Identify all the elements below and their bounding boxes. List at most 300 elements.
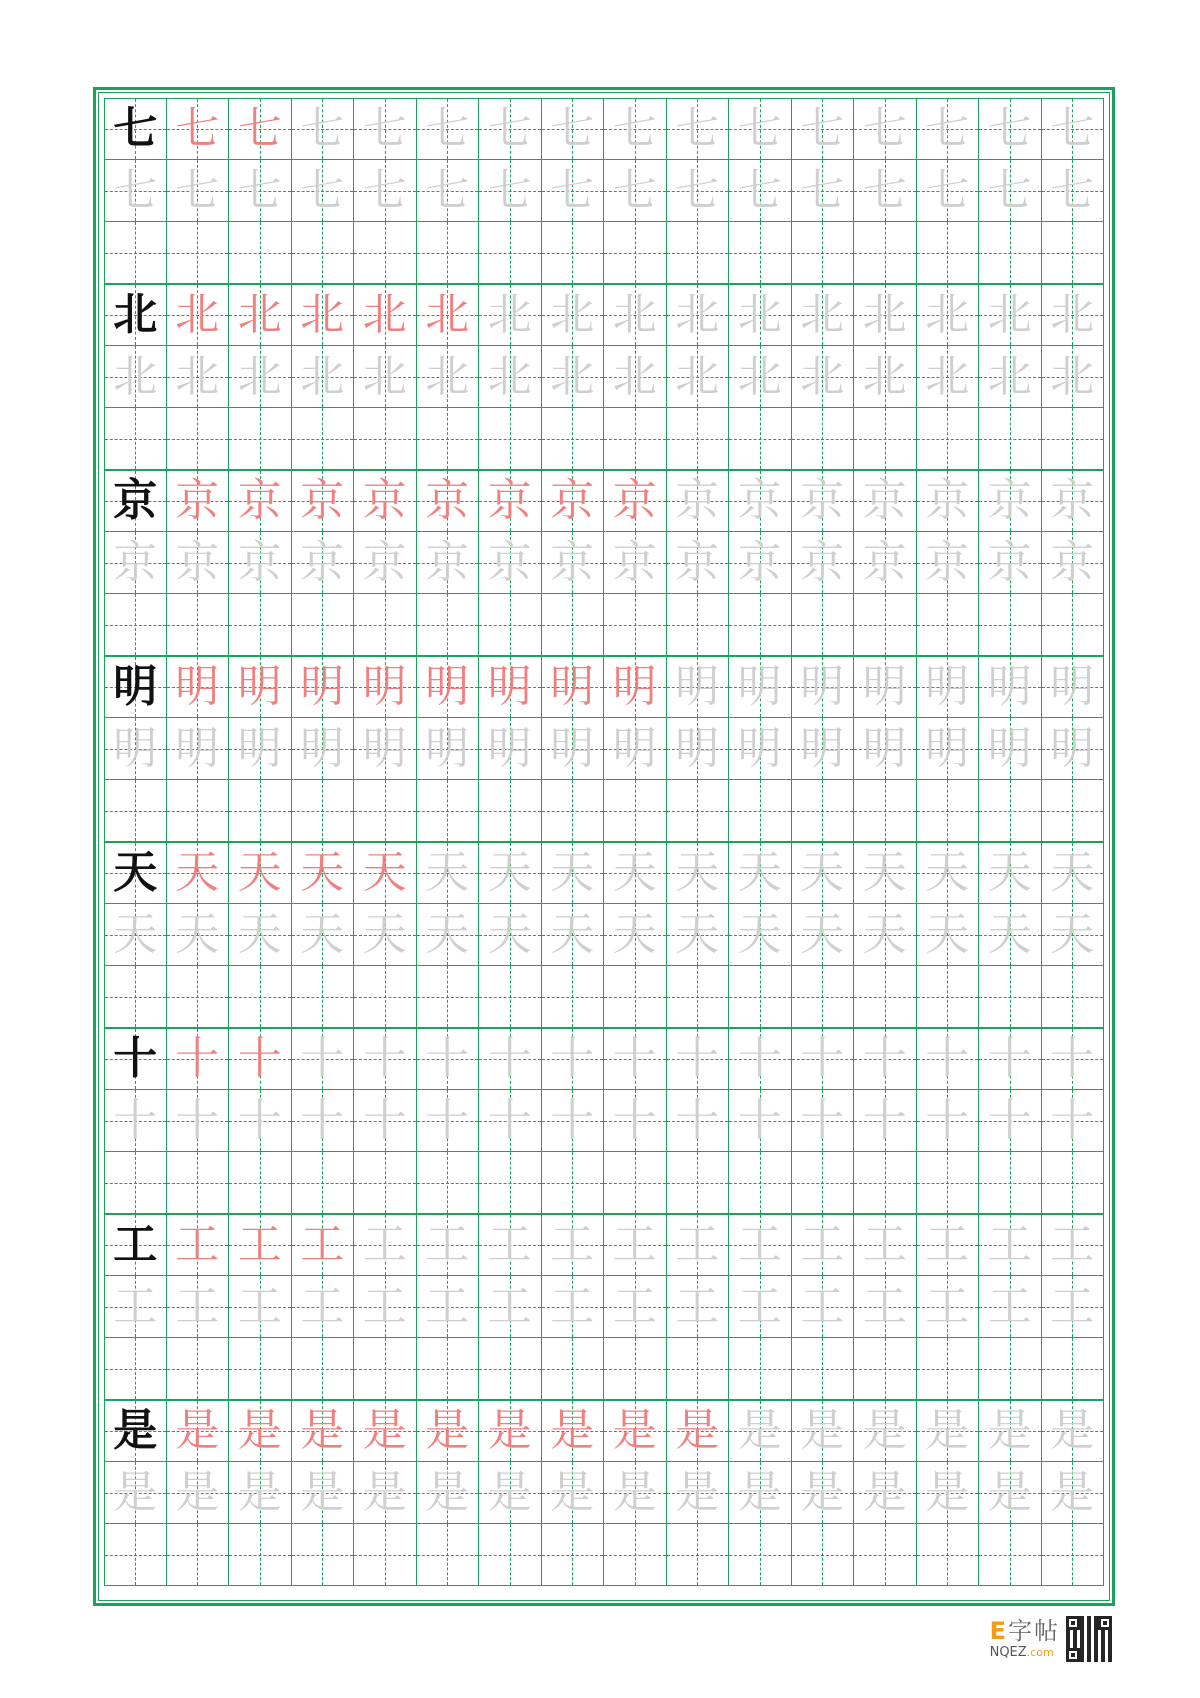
practice-cell[interactable] xyxy=(417,532,480,594)
practice-cell[interactable] xyxy=(917,284,980,346)
practice-cell[interactable] xyxy=(479,532,542,594)
practice-cell[interactable] xyxy=(979,470,1042,532)
practice-cell[interactable] xyxy=(167,718,230,780)
practice-cell[interactable] xyxy=(1042,904,1105,966)
practice-cell[interactable] xyxy=(542,1214,605,1276)
practice-cell[interactable] xyxy=(417,1028,480,1090)
practice-cell[interactable] xyxy=(854,160,917,222)
practice-cell[interactable] xyxy=(1042,222,1105,284)
practice-cell[interactable] xyxy=(417,346,480,408)
practice-cell[interactable] xyxy=(792,284,855,346)
practice-cell[interactable] xyxy=(417,842,480,904)
practice-cell[interactable] xyxy=(167,346,230,408)
practice-cell[interactable] xyxy=(292,1276,355,1338)
practice-cell[interactable] xyxy=(917,656,980,718)
practice-cell[interactable] xyxy=(229,222,292,284)
practice-cell[interactable] xyxy=(792,1524,855,1586)
practice-cell[interactable] xyxy=(604,842,667,904)
practice-cell[interactable] xyxy=(229,284,292,346)
practice-cell[interactable] xyxy=(917,780,980,842)
practice-cell[interactable] xyxy=(479,1090,542,1152)
practice-cell[interactable] xyxy=(292,1214,355,1276)
practice-cell[interactable] xyxy=(167,222,230,284)
practice-cell[interactable] xyxy=(479,408,542,470)
practice-cell[interactable] xyxy=(854,1462,917,1524)
practice-cell[interactable] xyxy=(667,532,730,594)
practice-cell[interactable] xyxy=(792,1028,855,1090)
practice-cell[interactable] xyxy=(354,656,417,718)
practice-cell[interactable] xyxy=(229,1028,292,1090)
practice-cell[interactable] xyxy=(979,284,1042,346)
practice-cell[interactable] xyxy=(667,408,730,470)
practice-cell[interactable] xyxy=(542,1276,605,1338)
practice-cell[interactable] xyxy=(417,1338,480,1400)
practice-cell[interactable] xyxy=(979,1462,1042,1524)
practice-cell[interactable] xyxy=(854,594,917,656)
practice-cell[interactable] xyxy=(667,1524,730,1586)
practice-cell[interactable] xyxy=(479,966,542,1028)
practice-cell[interactable] xyxy=(604,594,667,656)
practice-cell[interactable] xyxy=(979,408,1042,470)
practice-cell[interactable] xyxy=(229,842,292,904)
practice-cell[interactable] xyxy=(167,966,230,1028)
practice-cell[interactable] xyxy=(542,1524,605,1586)
practice-cell[interactable] xyxy=(354,842,417,904)
practice-cell[interactable] xyxy=(604,1152,667,1214)
practice-cell[interactable] xyxy=(104,1276,167,1338)
practice-cell[interactable] xyxy=(979,222,1042,284)
practice-cell[interactable] xyxy=(167,594,230,656)
practice-cell[interactable] xyxy=(667,346,730,408)
practice-cell[interactable] xyxy=(917,98,980,160)
practice-cell[interactable] xyxy=(917,842,980,904)
practice-cell[interactable] xyxy=(1042,1524,1105,1586)
practice-cell[interactable] xyxy=(354,1462,417,1524)
practice-cell[interactable] xyxy=(792,1276,855,1338)
practice-cell[interactable] xyxy=(917,1152,980,1214)
practice-cell[interactable] xyxy=(792,532,855,594)
practice-cell[interactable] xyxy=(979,656,1042,718)
practice-cell[interactable] xyxy=(417,594,480,656)
practice-cell[interactable] xyxy=(667,1028,730,1090)
practice-cell[interactable] xyxy=(604,346,667,408)
practice-cell[interactable] xyxy=(729,1214,792,1276)
practice-cell[interactable] xyxy=(854,656,917,718)
practice-cell[interactable] xyxy=(104,594,167,656)
practice-cell[interactable] xyxy=(167,408,230,470)
brand-logo[interactable] xyxy=(990,1617,1060,1661)
practice-cell[interactable] xyxy=(479,656,542,718)
practice-cell[interactable] xyxy=(604,718,667,780)
practice-cell[interactable] xyxy=(854,532,917,594)
practice-cell[interactable] xyxy=(104,470,167,532)
practice-cell[interactable] xyxy=(1042,1090,1105,1152)
practice-cell[interactable] xyxy=(729,656,792,718)
practice-cell[interactable] xyxy=(854,222,917,284)
practice-cell[interactable] xyxy=(417,1152,480,1214)
practice-cell[interactable] xyxy=(417,1462,480,1524)
practice-cell[interactable] xyxy=(729,346,792,408)
practice-cell[interactable] xyxy=(1042,780,1105,842)
practice-cell[interactable] xyxy=(792,1152,855,1214)
practice-cell[interactable] xyxy=(167,1152,230,1214)
practice-cell[interactable] xyxy=(417,904,480,966)
practice-cell[interactable] xyxy=(292,842,355,904)
practice-cell[interactable] xyxy=(292,98,355,160)
practice-cell[interactable] xyxy=(104,408,167,470)
practice-cell[interactable] xyxy=(542,1028,605,1090)
practice-cell[interactable] xyxy=(729,594,792,656)
practice-cell[interactable] xyxy=(792,904,855,966)
practice-cell[interactable] xyxy=(542,966,605,1028)
practice-cell[interactable] xyxy=(354,1028,417,1090)
practice-cell[interactable] xyxy=(354,1152,417,1214)
practice-cell[interactable] xyxy=(667,1462,730,1524)
practice-cell[interactable] xyxy=(417,1214,480,1276)
practice-cell[interactable] xyxy=(229,1524,292,1586)
practice-cell[interactable] xyxy=(417,718,480,780)
practice-cell[interactable] xyxy=(354,780,417,842)
practice-cell[interactable] xyxy=(229,1462,292,1524)
practice-cell[interactable] xyxy=(854,842,917,904)
practice-cell[interactable] xyxy=(292,222,355,284)
practice-cell[interactable] xyxy=(167,780,230,842)
practice-cell[interactable] xyxy=(417,470,480,532)
practice-cell[interactable] xyxy=(979,966,1042,1028)
practice-cell[interactable] xyxy=(292,1338,355,1400)
practice-cell[interactable] xyxy=(292,346,355,408)
practice-cell[interactable] xyxy=(104,1400,167,1462)
practice-cell[interactable] xyxy=(104,656,167,718)
practice-cell[interactable] xyxy=(292,532,355,594)
practice-cell[interactable] xyxy=(979,160,1042,222)
practice-cell[interactable] xyxy=(667,780,730,842)
practice-cell[interactable] xyxy=(229,594,292,656)
practice-cell[interactable] xyxy=(354,718,417,780)
practice-cell[interactable] xyxy=(604,532,667,594)
practice-cell[interactable] xyxy=(1042,160,1105,222)
practice-cell[interactable] xyxy=(542,98,605,160)
practice-cell[interactable] xyxy=(542,842,605,904)
practice-cell[interactable] xyxy=(542,1090,605,1152)
practice-cell[interactable] xyxy=(479,1276,542,1338)
practice-cell[interactable] xyxy=(417,656,480,718)
practice-cell[interactable] xyxy=(667,842,730,904)
practice-cell[interactable] xyxy=(167,160,230,222)
practice-cell[interactable] xyxy=(979,842,1042,904)
practice-cell[interactable] xyxy=(292,1524,355,1586)
practice-cell[interactable] xyxy=(604,98,667,160)
practice-cell[interactable] xyxy=(917,1338,980,1400)
practice-cell[interactable] xyxy=(542,532,605,594)
practice-cell[interactable] xyxy=(792,842,855,904)
practice-cell[interactable] xyxy=(229,346,292,408)
practice-cell[interactable] xyxy=(729,1462,792,1524)
practice-cell[interactable] xyxy=(604,470,667,532)
practice-cell[interactable] xyxy=(292,1462,355,1524)
practice-cell[interactable] xyxy=(229,532,292,594)
practice-cell[interactable] xyxy=(292,408,355,470)
practice-cell[interactable] xyxy=(667,1400,730,1462)
practice-cell[interactable] xyxy=(1042,408,1105,470)
practice-cell[interactable] xyxy=(479,1152,542,1214)
practice-cell[interactable] xyxy=(167,1090,230,1152)
practice-cell[interactable] xyxy=(542,1338,605,1400)
qr-code-icon[interactable] xyxy=(1066,1616,1112,1662)
practice-cell[interactable] xyxy=(354,966,417,1028)
practice-cell[interactable] xyxy=(104,1028,167,1090)
practice-cell[interactable] xyxy=(667,222,730,284)
practice-cell[interactable] xyxy=(354,470,417,532)
practice-cell[interactable] xyxy=(167,1214,230,1276)
practice-cell[interactable] xyxy=(542,594,605,656)
practice-cell[interactable] xyxy=(604,160,667,222)
practice-cell[interactable] xyxy=(729,780,792,842)
practice-cell[interactable] xyxy=(854,966,917,1028)
practice-cell[interactable] xyxy=(604,1090,667,1152)
practice-cell[interactable] xyxy=(292,160,355,222)
practice-cell[interactable] xyxy=(1042,284,1105,346)
practice-cell[interactable] xyxy=(792,718,855,780)
practice-cell[interactable] xyxy=(604,1524,667,1586)
practice-cell[interactable] xyxy=(792,98,855,160)
practice-cell[interactable] xyxy=(479,470,542,532)
practice-cell[interactable] xyxy=(542,904,605,966)
practice-cell[interactable] xyxy=(979,1338,1042,1400)
practice-cell[interactable] xyxy=(229,1152,292,1214)
practice-cell[interactable] xyxy=(167,284,230,346)
practice-cell[interactable] xyxy=(979,594,1042,656)
practice-cell[interactable] xyxy=(604,222,667,284)
practice-cell[interactable] xyxy=(354,1214,417,1276)
practice-cell[interactable] xyxy=(1042,594,1105,656)
practice-cell[interactable] xyxy=(542,656,605,718)
practice-cell[interactable] xyxy=(792,1400,855,1462)
practice-cell[interactable] xyxy=(917,1524,980,1586)
practice-cell[interactable] xyxy=(542,470,605,532)
practice-cell[interactable] xyxy=(917,532,980,594)
practice-cell[interactable] xyxy=(917,160,980,222)
practice-cell[interactable] xyxy=(979,1028,1042,1090)
practice-cell[interactable] xyxy=(979,1524,1042,1586)
practice-cell[interactable] xyxy=(292,656,355,718)
practice-cell[interactable] xyxy=(604,1276,667,1338)
practice-cell[interactable] xyxy=(854,718,917,780)
practice-cell[interactable] xyxy=(104,718,167,780)
practice-cell[interactable] xyxy=(104,842,167,904)
practice-cell[interactable] xyxy=(104,284,167,346)
practice-cell[interactable] xyxy=(104,346,167,408)
practice-cell[interactable] xyxy=(667,966,730,1028)
practice-cell[interactable] xyxy=(667,1338,730,1400)
practice-cell[interactable] xyxy=(979,904,1042,966)
practice-cell[interactable] xyxy=(167,1338,230,1400)
practice-cell[interactable] xyxy=(229,656,292,718)
practice-cell[interactable] xyxy=(354,594,417,656)
practice-cell[interactable] xyxy=(292,284,355,346)
practice-cell[interactable] xyxy=(229,966,292,1028)
practice-cell[interactable] xyxy=(667,656,730,718)
practice-cell[interactable] xyxy=(729,904,792,966)
practice-cell[interactable] xyxy=(792,656,855,718)
practice-cell[interactable] xyxy=(104,1524,167,1586)
practice-cell[interactable] xyxy=(792,222,855,284)
practice-cell[interactable] xyxy=(854,1276,917,1338)
practice-cell[interactable] xyxy=(479,160,542,222)
practice-cell[interactable] xyxy=(729,1524,792,1586)
practice-cell[interactable] xyxy=(854,1028,917,1090)
practice-cell[interactable] xyxy=(604,408,667,470)
practice-cell[interactable] xyxy=(479,284,542,346)
practice-cell[interactable] xyxy=(979,532,1042,594)
practice-cell[interactable] xyxy=(729,1276,792,1338)
practice-cell[interactable] xyxy=(417,98,480,160)
practice-cell[interactable] xyxy=(417,222,480,284)
practice-cell[interactable] xyxy=(979,1152,1042,1214)
practice-cell[interactable] xyxy=(104,1462,167,1524)
practice-cell[interactable] xyxy=(104,222,167,284)
practice-cell[interactable] xyxy=(479,98,542,160)
practice-cell[interactable] xyxy=(229,718,292,780)
practice-cell[interactable] xyxy=(979,780,1042,842)
practice-cell[interactable] xyxy=(542,284,605,346)
practice-cell[interactable] xyxy=(417,1276,480,1338)
practice-cell[interactable] xyxy=(167,656,230,718)
practice-cell[interactable] xyxy=(167,98,230,160)
practice-cell[interactable] xyxy=(979,1090,1042,1152)
practice-cell[interactable] xyxy=(104,780,167,842)
practice-cell[interactable] xyxy=(854,284,917,346)
practice-cell[interactable] xyxy=(479,1524,542,1586)
practice-cell[interactable] xyxy=(667,1276,730,1338)
practice-cell[interactable] xyxy=(417,408,480,470)
practice-cell[interactable] xyxy=(729,1338,792,1400)
practice-cell[interactable] xyxy=(792,160,855,222)
practice-cell[interactable] xyxy=(292,780,355,842)
practice-cell[interactable] xyxy=(542,222,605,284)
practice-cell[interactable] xyxy=(167,1462,230,1524)
practice-cell[interactable] xyxy=(354,98,417,160)
practice-cell[interactable] xyxy=(479,346,542,408)
practice-cell[interactable] xyxy=(229,1214,292,1276)
practice-cell[interactable] xyxy=(167,1400,230,1462)
practice-cell[interactable] xyxy=(292,594,355,656)
practice-cell[interactable] xyxy=(1042,1276,1105,1338)
practice-cell[interactable] xyxy=(104,98,167,160)
practice-cell[interactable] xyxy=(917,966,980,1028)
practice-cell[interactable] xyxy=(729,408,792,470)
practice-cell[interactable] xyxy=(1042,346,1105,408)
practice-cell[interactable] xyxy=(667,594,730,656)
practice-cell[interactable] xyxy=(792,966,855,1028)
practice-cell[interactable] xyxy=(167,1524,230,1586)
practice-cell[interactable] xyxy=(792,1090,855,1152)
practice-cell[interactable] xyxy=(542,780,605,842)
practice-cell[interactable] xyxy=(917,718,980,780)
practice-cell[interactable] xyxy=(479,718,542,780)
practice-cell[interactable] xyxy=(854,1214,917,1276)
practice-cell[interactable] xyxy=(667,1090,730,1152)
practice-cell[interactable] xyxy=(917,1214,980,1276)
practice-cell[interactable] xyxy=(229,470,292,532)
practice-cell[interactable] xyxy=(104,1338,167,1400)
practice-cell[interactable] xyxy=(917,1028,980,1090)
practice-cell[interactable] xyxy=(542,718,605,780)
practice-cell[interactable] xyxy=(667,160,730,222)
practice-cell[interactable] xyxy=(292,718,355,780)
practice-cell[interactable] xyxy=(792,408,855,470)
practice-cell[interactable] xyxy=(167,904,230,966)
practice-cell[interactable] xyxy=(229,98,292,160)
practice-cell[interactable] xyxy=(979,98,1042,160)
practice-cell[interactable] xyxy=(354,904,417,966)
practice-cell[interactable] xyxy=(729,1400,792,1462)
practice-cell[interactable] xyxy=(604,1400,667,1462)
practice-cell[interactable] xyxy=(979,1214,1042,1276)
practice-cell[interactable] xyxy=(354,1524,417,1586)
practice-cell[interactable] xyxy=(854,1524,917,1586)
practice-cell[interactable] xyxy=(229,160,292,222)
practice-cell[interactable] xyxy=(542,1152,605,1214)
practice-cell[interactable] xyxy=(1042,470,1105,532)
practice-cell[interactable] xyxy=(729,470,792,532)
practice-cell[interactable] xyxy=(979,718,1042,780)
practice-cell[interactable] xyxy=(667,1152,730,1214)
practice-cell[interactable] xyxy=(229,1400,292,1462)
practice-cell[interactable] xyxy=(479,904,542,966)
practice-cell[interactable] xyxy=(1042,656,1105,718)
practice-cell[interactable] xyxy=(417,284,480,346)
practice-cell[interactable] xyxy=(292,1028,355,1090)
practice-cell[interactable] xyxy=(104,966,167,1028)
practice-cell[interactable] xyxy=(229,1276,292,1338)
practice-cell[interactable] xyxy=(1042,718,1105,780)
practice-cell[interactable] xyxy=(792,1462,855,1524)
practice-cell[interactable] xyxy=(729,532,792,594)
practice-cell[interactable] xyxy=(604,780,667,842)
practice-cell[interactable] xyxy=(1042,1400,1105,1462)
practice-cell[interactable] xyxy=(604,656,667,718)
practice-cell[interactable] xyxy=(917,1090,980,1152)
practice-cell[interactable] xyxy=(417,780,480,842)
practice-cell[interactable] xyxy=(1042,532,1105,594)
practice-cell[interactable] xyxy=(479,842,542,904)
practice-cell[interactable] xyxy=(729,1152,792,1214)
practice-cell[interactable] xyxy=(292,470,355,532)
practice-cell[interactable] xyxy=(917,1400,980,1462)
practice-cell[interactable] xyxy=(604,1028,667,1090)
practice-cell[interactable] xyxy=(292,1152,355,1214)
practice-cell[interactable] xyxy=(229,1090,292,1152)
practice-cell[interactable] xyxy=(479,1028,542,1090)
practice-cell[interactable] xyxy=(479,594,542,656)
practice-cell[interactable] xyxy=(104,532,167,594)
practice-cell[interactable] xyxy=(354,222,417,284)
practice-cell[interactable] xyxy=(729,966,792,1028)
practice-cell[interactable] xyxy=(542,1462,605,1524)
practice-cell[interactable] xyxy=(104,1090,167,1152)
practice-cell[interactable] xyxy=(917,222,980,284)
practice-cell[interactable] xyxy=(917,1462,980,1524)
practice-cell[interactable] xyxy=(667,98,730,160)
practice-cell[interactable] xyxy=(292,966,355,1028)
practice-cell[interactable] xyxy=(354,160,417,222)
practice-cell[interactable] xyxy=(604,1338,667,1400)
practice-cell[interactable] xyxy=(479,222,542,284)
practice-cell[interactable] xyxy=(542,1400,605,1462)
practice-cell[interactable] xyxy=(417,1400,480,1462)
practice-cell[interactable] xyxy=(167,842,230,904)
